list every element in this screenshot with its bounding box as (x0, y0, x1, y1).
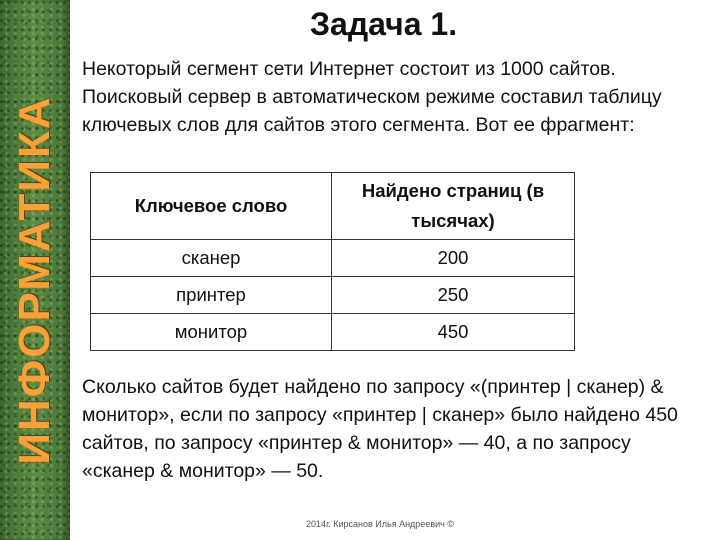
header-keyword: Ключевое слово (91, 173, 332, 240)
keyword-table (90, 172, 575, 351)
table-row (91, 240, 575, 277)
cell-pages: 250 (332, 277, 575, 314)
page-title: Задача 1. (310, 6, 458, 42)
question-paragraph: Сколько сайтов будет найдено по запросу «(принтер | сканер) & монитор», если по запросу «принтер | сканер» было найдено 450 сайтов, по запросу «принтер & монитор» — 40, а по запросу «сканер & монитор» — 50. (82, 376, 678, 482)
sidebar-banner (0, 0, 70, 540)
table-header-row (91, 173, 575, 240)
footer-credit: 2014г. Кирсанов Илья Андреевич © (306, 519, 454, 529)
table-row (91, 277, 575, 314)
header-pages: Найдено страниц (в тысячах) (332, 173, 575, 240)
cell-pages: 200 (332, 240, 575, 277)
cell-keyword: сканер (91, 240, 332, 277)
cell-pages: 450 (332, 314, 575, 351)
table-row (91, 314, 575, 351)
cell-keyword: принтер (91, 277, 332, 314)
sidebar-title: ИНФОРМАТИКА (10, 95, 59, 465)
intro-paragraph: Некоторый сегмент сети Интернет состоит из 1000 сайтов. Поисковый сервер в автоматическом режиме составил таблицу ключевых слов для сайтов этого сегмента. Вот ее фрагмент: (82, 58, 662, 136)
cell-keyword: монитор (91, 314, 332, 351)
